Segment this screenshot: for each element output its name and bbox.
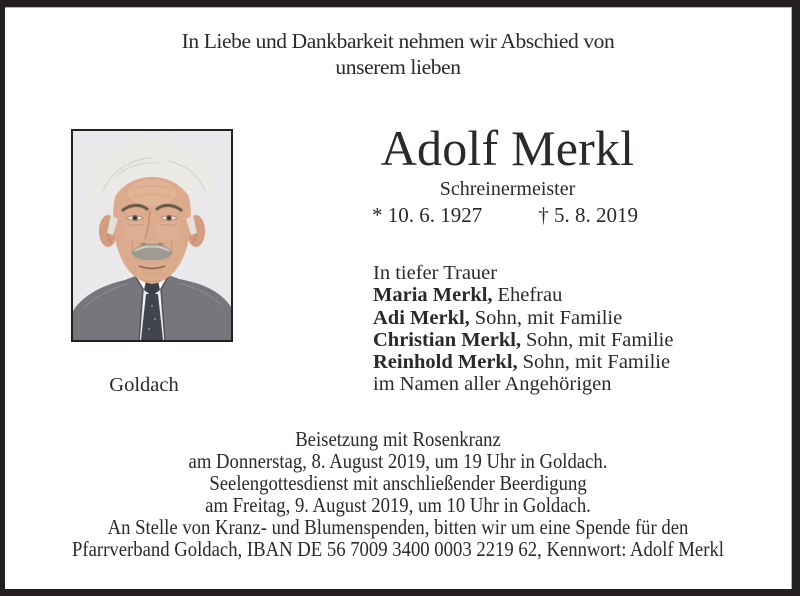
notice-body bbox=[5, 7, 792, 589]
death-date: † 5. 8. 2019 bbox=[538, 203, 638, 227]
portrait-illustration bbox=[73, 131, 231, 340]
intro-line-1: In Liebe und Dankbarkeit nehmen wir Abschied von bbox=[181, 29, 615, 53]
life-dates bbox=[372, 204, 638, 226]
family-member-relation: Sohn, mit Familie bbox=[522, 351, 671, 374]
portrait-photo bbox=[71, 129, 233, 342]
deceased-profession: Schreinermeister bbox=[439, 178, 576, 200]
family-member-relation: Ehefrau bbox=[497, 284, 563, 307]
funeral-line-5: An Stelle von Kranz- und Blumenspenden, bitten wir um eine Spende für den bbox=[107, 514, 689, 539]
deceased-name: Adolf Merkl bbox=[380, 120, 635, 176]
family-member-name: Reinhold Merkl, bbox=[373, 351, 518, 374]
funeral-line-4: am Freitag, 9. August 2019, um 10 Uhr in Goldach. bbox=[205, 492, 591, 517]
funeral-line-3: Seelengottesdienst mit anschließender Beerdigung bbox=[209, 470, 587, 495]
intro-text bbox=[5, 28, 791, 80]
family-row bbox=[373, 307, 673, 329]
family-member-name: Adi Merkl, bbox=[373, 306, 470, 329]
family-row bbox=[373, 284, 673, 306]
funeral-line-2: am Donnerstag, 8. August 2019, um 19 Uhr in Goldach. bbox=[188, 448, 608, 473]
family-row bbox=[373, 329, 673, 351]
photo-caption: Goldach bbox=[109, 374, 179, 396]
funeral-line-1: Beisetzung mit Rosenkranz bbox=[295, 427, 501, 451]
funeral-line-6: Pfarrverband Goldach, IBAN DE 56 7009 3400 0003 2219 62, Kennwort: Adolf Merkl bbox=[72, 536, 724, 561]
family-member-name: Maria Merkl, bbox=[373, 284, 493, 307]
birth-date: * 10. 6. 1927 bbox=[372, 203, 483, 227]
mourning-outro: im Namen aller Angehörigen bbox=[373, 373, 612, 396]
family-member-relation: Sohn, mit Familie bbox=[474, 306, 623, 329]
mourners-list bbox=[373, 262, 673, 396]
mourning-intro: In tiefer Trauer bbox=[373, 262, 498, 284]
family-member-name: Christian Merkl, bbox=[373, 328, 522, 351]
title-block bbox=[367, 120, 648, 200]
intro-line-2: unserem lieben bbox=[335, 55, 461, 79]
family-row bbox=[373, 351, 673, 373]
funeral-information bbox=[48, 429, 748, 560]
family-member-relation: Sohn, mit Familie bbox=[525, 328, 674, 351]
